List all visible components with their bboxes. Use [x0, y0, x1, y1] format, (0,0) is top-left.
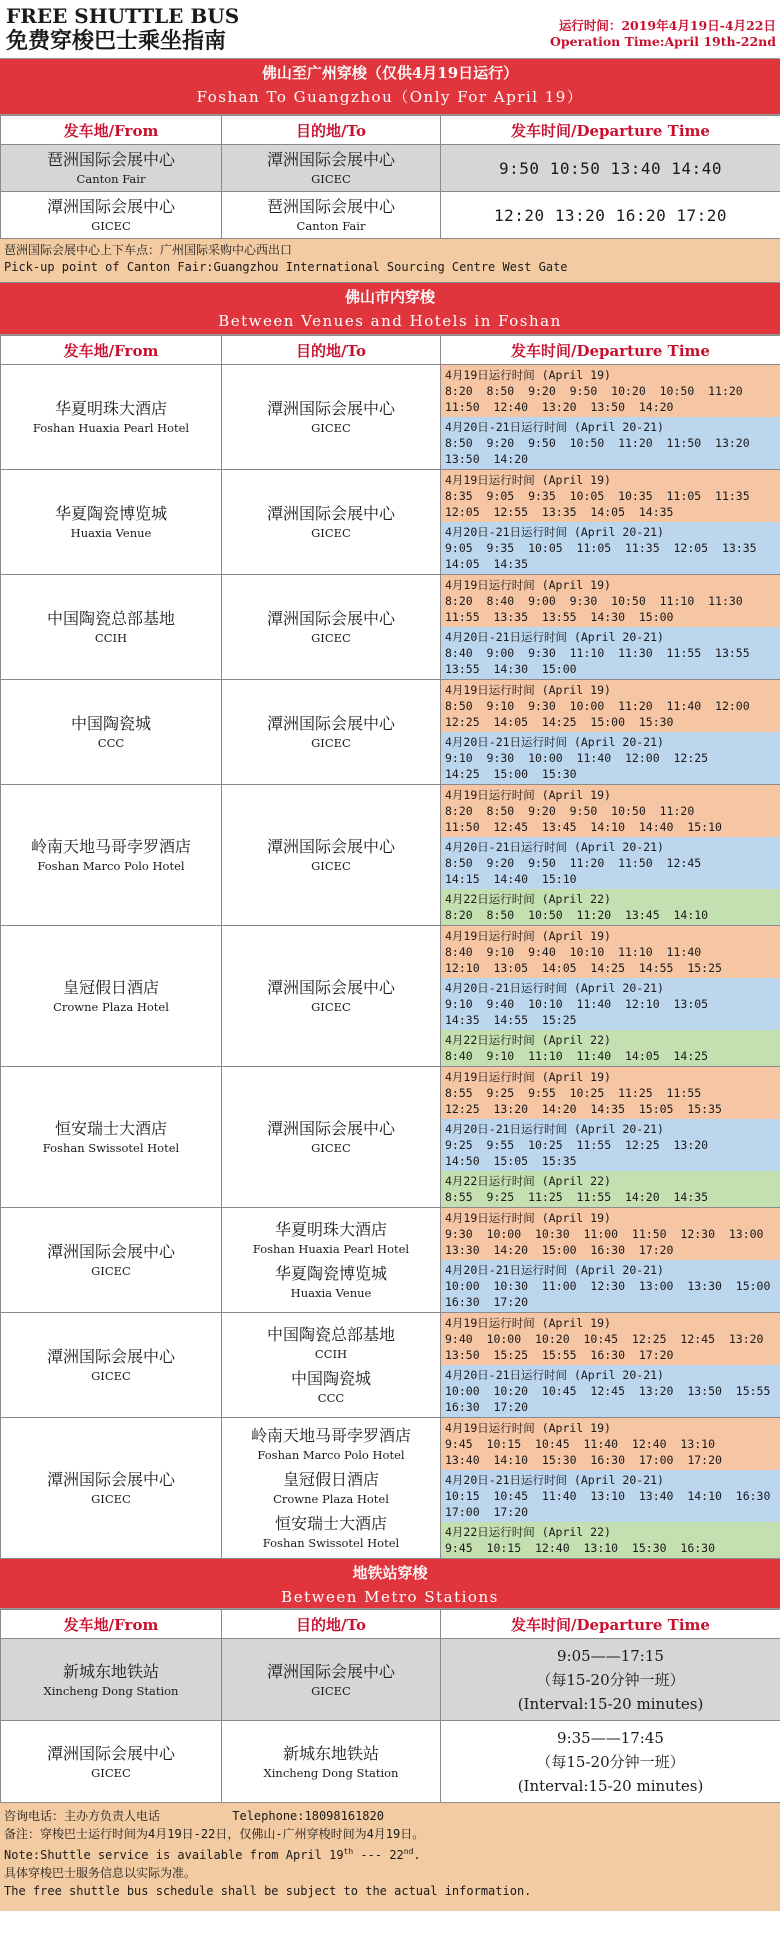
to-cn: 潭洲国际会展中心: [266, 1119, 395, 1138]
from-cn: 岭南天地马哥孛罗酒店: [30, 837, 191, 856]
table-row: [1, 575, 780, 680]
from-cn: 潭洲国际会展中心: [46, 1743, 175, 1763]
to-cn: 潭洲国际会展中心: [266, 1661, 395, 1681]
schedule-label: 4月19日运行时间 (April 19): [445, 1421, 611, 1435]
schedule-block: [441, 837, 780, 889]
title-row: [0, 0, 780, 59]
from-en: GICEC: [91, 1492, 131, 1506]
pickup-note-cn: 琶洲国际会展中心上下车点：广州国际采购中心西出口: [4, 243, 293, 257]
schedule-times: 8:55 9:25 9:55 10:25 11:25 11:55 12:25 13:20 14:20 14:35 15:05 15:35: [445, 1086, 722, 1116]
time-range: 9:05——17:15: [557, 1646, 664, 1665]
schedule-cell: [441, 1418, 780, 1559]
to-en: GICEC: [311, 631, 351, 645]
destination: [222, 1216, 440, 1260]
time-range: 9:35——17:45: [557, 1728, 664, 1747]
schedule-times: 8:35 9:05 9:35 10:05 10:35 11:05 11:35 12:05 12:55 13:35 14:05 14:35: [445, 489, 750, 519]
from-cell: [1, 365, 222, 470]
section-foshan-guangzhou-title: [0, 59, 780, 115]
schedule-times: 8:20 8:40 9:00 9:30 10:50 11:10 11:30 11:55 13:35 13:55 14:30 15:00: [445, 594, 743, 624]
schedule-label: 4月20日-21日运行时间 (April 20-21): [445, 630, 664, 644]
to-cn: 恒安瑞士大酒店: [274, 1514, 387, 1533]
to-cn: 中国陶瓷城: [290, 1369, 371, 1388]
from-cn: 恒安瑞士大酒店: [54, 1119, 167, 1138]
to-cell: [222, 1418, 441, 1559]
destination: [222, 1466, 440, 1510]
schedule-label: 4月22日运行时间 (April 22): [445, 1525, 611, 1539]
to-cn: 潭洲国际会展中心: [266, 837, 395, 856]
from-cell: [1, 575, 222, 680]
section1-title-cn: 佛山至广州穿梭（仅供4月19日运行）: [261, 64, 519, 82]
from-cn: 潭洲国际会展中心: [46, 1347, 175, 1366]
col-time: 发车时间/Departure Time: [441, 116, 780, 145]
to-cn: 琶洲国际会展中心: [266, 197, 395, 216]
to-cn: 皇冠假日酒店: [282, 1470, 379, 1489]
to-cn: 潭洲国际会展中心: [266, 150, 395, 169]
table-row: [1, 1639, 780, 1721]
note-en: [4, 1843, 776, 1864]
schedule-label: 4月20日-21日运行时间 (April 20-21): [445, 1122, 664, 1136]
schedule-label: 4月20日-21日运行时间 (April 20-21): [445, 1263, 664, 1277]
section1-title-en: Foshan To Guangzhou（Only For April 19）: [196, 88, 584, 106]
to-cell: [222, 1721, 441, 1803]
title-block: [0, 0, 505, 58]
from-cn: 中国陶瓷总部基地: [46, 609, 175, 628]
to-en: Crowne Plaza Hotel: [273, 1492, 389, 1506]
schedule-label: 4月19日运行时间 (April 19): [445, 473, 611, 487]
frequency-en: (Interval:15-20 minutes): [517, 1776, 704, 1795]
from-en: Foshan Marco Polo Hotel: [37, 859, 185, 873]
from-en: GICEC: [91, 1264, 131, 1278]
note-en-sup: th: [343, 1847, 354, 1856]
to-cn: 中国陶瓷总部基地: [266, 1325, 395, 1344]
schedule-label: 4月19日运行时间 (April 19): [445, 368, 611, 382]
schedule-label: 4月19日运行时间 (April 19): [445, 578, 611, 592]
to-cell: [222, 192, 441, 239]
schedule-label: 4月19日运行时间 (April 19): [445, 1316, 611, 1330]
section-foshan-local-title: [0, 283, 780, 335]
from-en: GICEC: [91, 219, 131, 233]
frequency-cn: （每15-20分钟一班）: [536, 1752, 685, 1771]
schedule-times: 9:25 9:55 10:25 11:55 12:25 13:20 14:50 15:05 15:35: [445, 1138, 709, 1168]
to-cell: [222, 1639, 441, 1721]
schedule-times: 10:00 10:30 11:00 12:30 13:00 13:30 15:00 16:30 17:20: [445, 1279, 771, 1309]
to-cell: [222, 145, 441, 192]
section1-table: [0, 115, 780, 239]
note-cn: 备注：穿梭巴士运行时间为4月19日-22日，仅佛山-广州穿梭时间为4月19日。: [4, 1827, 425, 1841]
schedule-cell: [441, 785, 780, 926]
to-cell: [222, 1313, 441, 1418]
table-row: [1, 680, 780, 785]
from-cn: 皇冠假日酒店: [62, 978, 159, 997]
schedule-block: [441, 1365, 780, 1417]
col-to: 目的地/To: [222, 1610, 441, 1639]
column-header-row: [1, 336, 780, 365]
col-from: 发车地/From: [1, 1610, 222, 1639]
from-cell: [1, 926, 222, 1067]
schedule-block: [441, 785, 780, 837]
col-from: 发车地/From: [1, 336, 222, 365]
schedule-times: 9:05 9:35 10:05 11:05 11:35 12:05 13:35 14:05 14:35: [445, 541, 757, 571]
schedule-block: [441, 627, 780, 679]
schedule-times: 8:50 9:20 9:50 11:20 11:50 12:45 14:15 14:40 15:10: [445, 856, 702, 886]
to-cell: [222, 1208, 441, 1313]
to-en: Xincheng Dong Station: [263, 1765, 399, 1780]
schedule-label: 4月19日运行时间 (April 19): [445, 1211, 611, 1225]
table-row: [1, 192, 780, 239]
schedule-block: [441, 978, 780, 1030]
note-en-sup: nd: [403, 1847, 414, 1856]
times-cell: 12:20 13:20 16:20 17:20: [441, 192, 780, 239]
from-cell: [1, 1721, 222, 1803]
to-cell: [222, 575, 441, 680]
from-en: Xincheng Dong Station: [43, 1683, 179, 1698]
to-en: Huaxia Venue: [290, 1286, 372, 1300]
to-en: GICEC: [311, 526, 351, 540]
from-cell: [1, 680, 222, 785]
schedule-times: 8:40 9:00 9:30 11:10 11:30 11:55 13:55 13:55 14:30 15:00: [445, 646, 750, 676]
to-en: CCC: [317, 1391, 345, 1405]
from-cn: 新城东地铁站: [62, 1661, 159, 1681]
from-en: Foshan Huaxia Pearl Hotel: [32, 421, 190, 435]
schedule-cell: [441, 575, 780, 680]
schedule-times: 8:40 9:10 11:10 11:40 14:05 14:25: [445, 1049, 709, 1063]
times-cell: 9:50 10:50 13:40 14:40: [441, 145, 780, 192]
schedule-block: [441, 1313, 780, 1365]
schedule-label: 4月20日-21日运行时间 (April 20-21): [445, 735, 664, 749]
schedule-cell: [441, 1208, 780, 1313]
schedule-times: 8:50 9:10 9:30 10:00 11:20 11:40 12:00 12:25 14:05 14:25 15:00 15:30: [445, 699, 750, 729]
from-cn: 潭洲国际会展中心: [46, 1470, 175, 1489]
operation-time-cn: 运行时间：2019年4月19日-4月22日: [558, 18, 776, 33]
from-en: Crowne Plaza Hotel: [53, 1000, 169, 1014]
section3-title-en: Between Metro Stations: [281, 1588, 499, 1606]
to-en: GICEC: [311, 421, 351, 435]
from-cell: [1, 1639, 222, 1721]
table-row: [1, 785, 780, 926]
schedule-block: [441, 1171, 780, 1207]
schedule-times: 10:15 10:45 11:40 13:10 13:40 14:10 16:30 17:00 17:20: [445, 1489, 771, 1519]
to-en: Foshan Marco Polo Hotel: [257, 1448, 405, 1462]
section3-table: [0, 1609, 780, 1803]
to-en: GICEC: [311, 1000, 351, 1014]
note-cn-2: 具体穿梭巴士服务信息以实际为准。: [4, 1866, 197, 1880]
section2-table: [0, 335, 780, 1559]
operation-time: [505, 0, 780, 58]
col-to: 目的地/To: [222, 336, 441, 365]
schedule-times: 9:45 10:15 10:45 11:40 12:40 13:10 13:40 14:10 15:30 16:30 17:00 17:20: [445, 1437, 722, 1467]
schedule-block: [441, 470, 780, 522]
to-en: GICEC: [311, 172, 351, 186]
schedule-block: [441, 365, 780, 417]
to-en: GICEC: [311, 859, 351, 873]
from-cn: 中国陶瓷城: [70, 714, 151, 733]
schedule-cell: [441, 926, 780, 1067]
schedule-label: 4月20日-21日运行时间 (April 20-21): [445, 1473, 664, 1487]
from-cn: 潭洲国际会展中心: [46, 1242, 175, 1261]
schedule-block: [441, 680, 780, 732]
schedule-block: [441, 1470, 780, 1522]
from-en: Canton Fair: [76, 172, 146, 186]
schedule-cell: [441, 1067, 780, 1208]
col-time: 发车时间/Departure Time: [441, 1610, 780, 1639]
section-metro-title: [0, 1559, 780, 1609]
table-row: [1, 1721, 780, 1803]
schedule-label: 4月19日运行时间 (April 19): [445, 788, 611, 802]
to-cell: [222, 470, 441, 575]
from-en: GICEC: [91, 1369, 131, 1383]
from-cell: [1, 785, 222, 926]
schedule-block: [441, 1418, 780, 1470]
section3-title-cn: 地铁站穿梭: [352, 1564, 428, 1582]
note-en-2: The free shuttle bus schedule shall be subject to the actual information.: [4, 1884, 532, 1898]
schedule-label: 4月22日运行时间 (April 22): [445, 1033, 611, 1047]
from-cell: [1, 470, 222, 575]
from-cn: 华夏陶瓷博览城: [54, 504, 167, 523]
from-en: CCC: [97, 736, 125, 750]
table-row: [1, 1418, 780, 1559]
schedule-block: [441, 522, 780, 574]
to-cn: 华夏陶瓷博览城: [274, 1264, 387, 1283]
table-row: [1, 1067, 780, 1208]
frequency-cn: （每15-20分钟一班）: [536, 1670, 685, 1689]
section2-title-en: Between Venues and Hotels in Foshan: [218, 312, 562, 330]
from-cell: [1, 192, 222, 239]
to-cn: 潭洲国际会展中心: [266, 714, 395, 733]
to-cn: 潭洲国际会展中心: [266, 978, 395, 997]
from-en: CCIH: [94, 631, 128, 645]
schedule-cell: [441, 470, 780, 575]
to-cell: [222, 365, 441, 470]
schedule-times: 9:40 10:00 10:20 10:45 12:25 12:45 13:20 13:50 15:25 15:55 16:30 17:20: [445, 1332, 764, 1362]
to-en: Foshan Swissotel Hotel: [262, 1536, 400, 1550]
frequency-en: (Interval:15-20 minutes): [517, 1694, 704, 1713]
schedule-cell: [441, 1313, 780, 1418]
metro-times-cell: [441, 1639, 780, 1721]
schedule-block: [441, 889, 780, 925]
from-en: GICEC: [91, 1765, 131, 1780]
schedule-label: 4月19日运行时间 (April 19): [445, 1070, 611, 1084]
title-cn: 免费穿梭巴士乘坐指南: [6, 28, 227, 54]
schedule-label: 4月19日运行时间 (April 19): [445, 929, 611, 943]
schedule-times: 8:20 8:50 9:20 9:50 10:20 10:50 11:20 11:50 12:40 13:20 13:50 14:20: [445, 384, 743, 414]
column-header-row: [1, 1610, 780, 1639]
to-cn: 潭洲国际会展中心: [266, 609, 395, 628]
from-cn: 华夏明珠大酒店: [54, 399, 167, 418]
schedule-block: [441, 575, 780, 627]
to-cell: [222, 926, 441, 1067]
schedule-block: [441, 1260, 780, 1312]
destination: [222, 1510, 440, 1554]
schedule-block: [441, 1067, 780, 1119]
contact-phone: 咨询电话：主办方负责人电话 Telephone:18098161820: [4, 1809, 384, 1823]
schedule-cell: [441, 365, 780, 470]
to-cell: [222, 680, 441, 785]
schedule-times: 9:45 10:15 12:40 13:10 15:30 16:30: [445, 1541, 716, 1555]
schedule-label: 4月20日-21日运行时间 (April 20-21): [445, 420, 664, 434]
schedule-block: [441, 732, 780, 784]
schedule-times: 9:10 9:30 10:00 11:40 12:00 12:25 14:25 15:00 15:30: [445, 751, 709, 781]
schedule-block: [441, 926, 780, 978]
schedule-block: [441, 1030, 780, 1066]
pickup-note: [0, 239, 780, 283]
table-row: [1, 926, 780, 1067]
column-header-row: [1, 116, 780, 145]
destination: [222, 1422, 440, 1466]
title-en: FREE SHUTTLE BUS: [6, 4, 240, 28]
from-cn: 潭洲国际会展中心: [46, 197, 175, 216]
table-row: [1, 1313, 780, 1418]
schedule-label: 4月20日-21日运行时间 (April 20-21): [445, 840, 664, 854]
schedule-times: 8:40 9:10 9:40 10:10 11:10 11:40 12:10 13:05 14:05 14:25 14:55 15:25: [445, 945, 722, 975]
from-en: Huaxia Venue: [70, 526, 152, 540]
to-cn: 新城东地铁站: [282, 1743, 379, 1763]
from-cell: [1, 1313, 222, 1418]
from-cell: [1, 1418, 222, 1559]
schedule-label: 4月20日-21日运行时间 (April 20-21): [445, 525, 664, 539]
schedule-times: 8:50 9:20 9:50 10:50 11:20 11:50 13:20 13:50 14:20: [445, 436, 750, 466]
col-from: 发车地/From: [1, 116, 222, 145]
to-en: Canton Fair: [296, 219, 366, 233]
pickup-note-en: Pick-up point of Canton Fair:Guangzhou International Sourcing Centre West Gate: [4, 260, 568, 274]
note-en-text: .: [413, 1848, 421, 1862]
schedule-label: 4月19日运行时间 (April 19): [445, 683, 611, 697]
destination: [222, 1321, 440, 1365]
operation-time-en: Operation Time:April 19th-22nd: [550, 34, 776, 49]
schedule-block: [441, 417, 780, 469]
destination: [222, 1260, 440, 1304]
note-en-text: --- 22: [353, 1848, 404, 1862]
to-en: GICEC: [311, 1683, 351, 1698]
destination: [222, 1365, 440, 1409]
to-en: GICEC: [311, 1141, 351, 1155]
to-cn: 华夏明珠大酒店: [274, 1220, 387, 1239]
schedule-label: 4月22日运行时间 (April 22): [445, 892, 611, 906]
to-en: GICEC: [311, 736, 351, 750]
schedule-times: 8:55 9:25 11:25 11:55 14:20 14:35: [445, 1190, 709, 1204]
schedule-times: 9:10 9:40 10:10 11:40 12:10 13:05 14:35 14:55 15:25: [445, 997, 709, 1027]
to-cn: 岭南天地马哥孛罗酒店: [250, 1426, 411, 1445]
schedule-cell: [441, 680, 780, 785]
col-to: 目的地/To: [222, 116, 441, 145]
schedule-block: [441, 1208, 780, 1260]
schedule-times: 10:00 10:20 10:45 12:45 13:20 13:50 15:55 16:30 17:20: [445, 1384, 771, 1414]
to-cell: [222, 1067, 441, 1208]
to-cn: 潭洲国际会展中心: [266, 399, 395, 418]
table-row: [1, 145, 780, 192]
metro-times-cell: [441, 1721, 780, 1803]
schedule-block: [441, 1522, 780, 1558]
schedule-times: 9:30 10:00 10:30 11:00 11:50 12:30 13:00 13:30 14:20 15:00 16:30 17:20: [445, 1227, 764, 1257]
table-row: [1, 470, 780, 575]
section2-title-cn: 佛山市内穿梭: [344, 288, 435, 306]
to-cell: [222, 785, 441, 926]
schedule-times: 8:20 8:50 9:20 9:50 10:50 11:20 11:50 12:45 13:45 14:10 14:40 15:10: [445, 804, 722, 834]
to-cn: 潭洲国际会展中心: [266, 504, 395, 523]
note-en-text: Note:Shuttle service is available from April 19: [4, 1848, 344, 1862]
from-cn: 琶洲国际会展中心: [46, 150, 175, 169]
schedule-block: [441, 1119, 780, 1171]
table-row: [1, 365, 780, 470]
schedule-label: 4月20日-21日运行时间 (April 20-21): [445, 1368, 664, 1382]
to-en: CCIH: [314, 1347, 348, 1361]
from-cell: [1, 145, 222, 192]
footer-notes: [0, 1803, 780, 1911]
col-time: 发车时间/Departure Time: [441, 336, 780, 365]
to-en: Foshan Huaxia Pearl Hotel: [252, 1242, 410, 1256]
from-cell: [1, 1208, 222, 1313]
from-cell: [1, 1067, 222, 1208]
schedule-label: 4月22日运行时间 (April 22): [445, 1174, 611, 1188]
from-en: Foshan Swissotel Hotel: [42, 1141, 180, 1155]
schedule-label: 4月20日-21日运行时间 (April 20-21): [445, 981, 664, 995]
schedule-times: 8:20 8:50 10:50 11:20 13:45 14:10: [445, 908, 709, 922]
table-row: [1, 1208, 780, 1313]
